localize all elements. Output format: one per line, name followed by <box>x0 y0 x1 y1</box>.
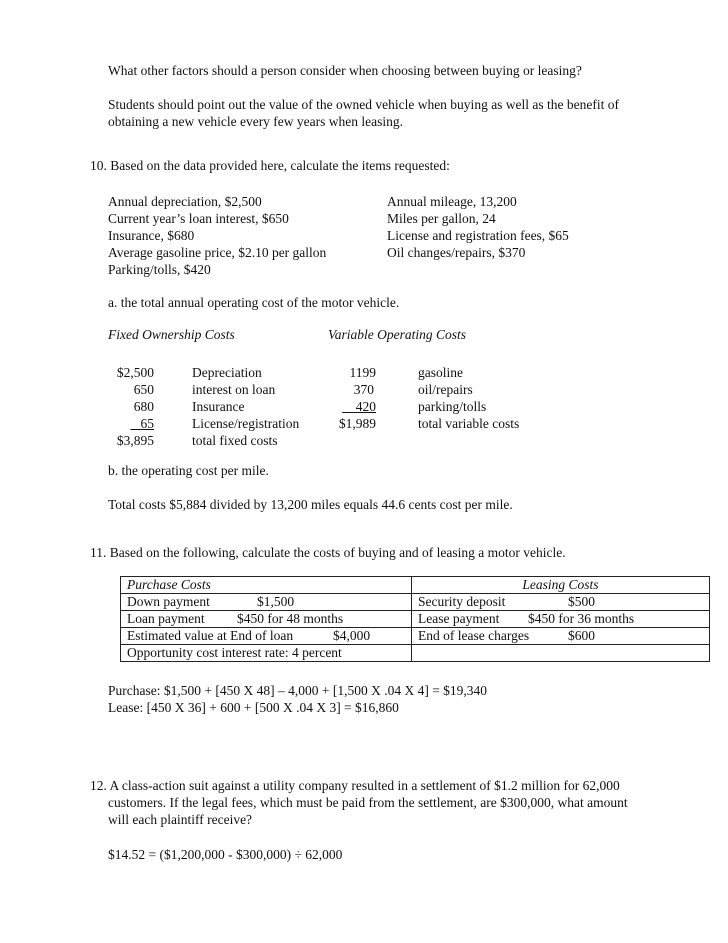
fixed-amount-total: $3,895 <box>116 433 154 448</box>
fixed-amount-interest: 650 <box>133 382 154 397</box>
q12-line-2: customers. If the legal fees, which must be paid from the settlement, are $300,000, what amount <box>108 795 628 810</box>
q10-data-right-2: Miles per gallon, 24 <box>387 211 496 226</box>
fixed-label-license: License/registration <box>192 416 300 431</box>
q10-title: 10. Based on the data provided here, calculate the items requested: <box>90 158 450 173</box>
variable-label-oil: oil/repairs <box>418 382 473 397</box>
leasing-costs-header: Leasing Costs <box>522 577 599 592</box>
lease-cell <box>412 611 710 628</box>
variable-label-gasoline: gasoline <box>418 365 463 380</box>
fixed-amount-license <box>114 415 154 432</box>
purchase-lease-table <box>120 576 710 662</box>
q9-answer-line-1: Students should point out the value of the owned vehicle when buying as well as the benefit of <box>108 97 620 112</box>
variable-amount-gasoline: 1199 <box>349 365 376 380</box>
q9-answer-line-2: obtaining a new vehicle every few years when leasing. <box>108 114 404 129</box>
fixed-label-insurance: Insurance <box>192 399 245 414</box>
leasing-costs-header-cell <box>412 577 710 594</box>
q10-part-a: a. the total annual operating cost of the motor vehicle. <box>108 295 400 310</box>
variable-amount-total: $1,989 <box>338 416 376 431</box>
purchase-row-label: Down payment <box>127 594 210 609</box>
fixed-label-total: total fixed costs <box>192 433 278 448</box>
purchase-row-label: Estimated value at End of loan <box>127 628 294 643</box>
q10-answer-b: Total costs $5,884 divided by 13,200 miles equals 44.6 cents cost per mile. <box>108 497 513 512</box>
lease-row-label: Security deposit <box>418 594 506 609</box>
q11-title: 11. Based on the following, calculate the costs of buying and of leasing a motor vehicle. <box>90 545 566 560</box>
lease-row-value: $450 for 36 months <box>528 611 635 626</box>
lease-row-label: End of lease charges <box>418 628 530 643</box>
variable-label-total: total variable costs <box>418 416 520 431</box>
table-row <box>121 645 710 662</box>
lease-row-value: $600 <box>568 628 595 643</box>
purchase-cell <box>121 611 412 628</box>
purchase-cell <box>121 594 412 611</box>
fixed-label-depreciation: Depreciation <box>192 365 262 380</box>
variable-amount-parking <box>318 398 376 415</box>
lease-cell-empty <box>412 645 710 662</box>
q12-line-1: 12. A class-action suit against a utility company resulted in a settlement of $1.2 million for 62,000 <box>90 778 620 793</box>
fixed-label-interest: interest on loan <box>192 382 276 397</box>
purchase-cell <box>121 645 412 662</box>
purchase-row-label: Opportunity cost interest rate: 4 percent <box>127 645 342 660</box>
q10-data-left-2: Current year’s loan interest, $650 <box>108 211 289 226</box>
table-row <box>121 594 710 611</box>
q10-data-left-4: Average gasoline price, $2.10 per gallon <box>108 245 327 260</box>
q10-data-left-5: Parking/tolls, $420 <box>108 262 211 277</box>
fixed-costs-header: Fixed Ownership Costs <box>108 327 235 342</box>
q9-question: What other factors should a person consider when choosing between buying or leasing? <box>108 63 582 78</box>
purchase-cell <box>121 628 412 645</box>
table-row <box>121 611 710 628</box>
lease-row-value: $500 <box>568 594 595 609</box>
purchase-row-value: $1,500 <box>257 594 295 609</box>
purchase-row-value: $4,000 <box>333 628 371 643</box>
q10-data-right-4: Oil changes/repairs, $370 <box>387 245 526 260</box>
purchase-row-label: Loan payment <box>127 611 205 626</box>
fixed-amount-license-value: 65 <box>140 416 154 431</box>
q10-data-right-3: License and registration fees, $65 <box>387 228 569 243</box>
lease-cell <box>412 628 710 645</box>
purchase-row-value: $450 for 48 months <box>237 611 344 626</box>
variable-label-parking: parking/tolls <box>418 399 487 414</box>
variable-costs-header: Variable Operating Costs <box>328 327 467 342</box>
lease-cell <box>412 594 710 611</box>
q12-line-3: will each plaintiff receive? <box>108 812 253 827</box>
q12-answer: $14.52 = ($1,200,000 - $300,000) ÷ 62,000 <box>108 847 343 862</box>
fixed-amount-insurance: 680 <box>133 399 154 414</box>
variable-amount-parking-value: 420 <box>355 399 376 414</box>
q11-purchase-answer: Purchase: $1,500 + [450 X 48] – 4,000 + [1,500 X .04 X 4] = $19,340 <box>108 683 488 698</box>
table-row <box>121 628 710 645</box>
q11-lease-answer: Lease: [450 X 36] + 600 + [500 X .04 X 3] = $16,860 <box>108 700 399 715</box>
q10-data-left-3: Insurance, $680 <box>108 228 195 243</box>
q10-part-b: b. the operating cost per mile. <box>108 463 269 478</box>
q10-data-right-1: Annual mileage, 13,200 <box>387 194 517 209</box>
q10-data-left-1: Annual depreciation, $2,500 <box>108 194 262 209</box>
table-row <box>121 577 710 594</box>
purchase-costs-header: Purchase Costs <box>121 577 412 594</box>
fixed-amount-depreciation: $2,500 <box>116 365 154 380</box>
variable-amount-oil: 370 <box>353 382 374 397</box>
lease-row-label: Lease payment <box>418 611 500 626</box>
